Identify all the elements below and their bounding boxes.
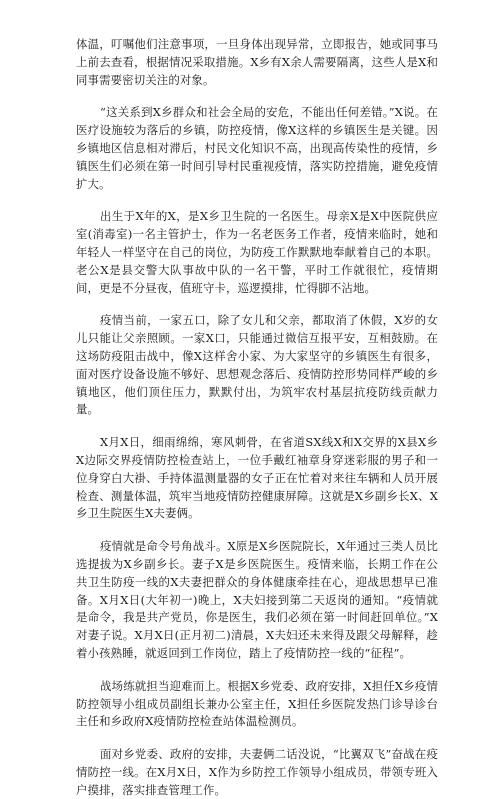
paragraph-3: 出生于X年的X，是X乡卫生院的一名医生。母亲X是X中医院供应室(消毒室)一名主管护士，作为一名老医务工作者，疫情来临时，她和年轻人一样坚守在自己的岗位，为防疫工作默默地奉献着自己的本职。老公X是县交警大队事故中队的一名干警，平时工作就很忙，疫情期间，更是不分昼夜，值班守卡，巡逻摸排，忙得脚不沾地。 [76,209,438,295]
paragraph-1: 体温，叮嘱他们注意事项，一旦身体出现异常，立即报告，她或同事马上前去查看，根据情况采取措施。X乡有X余人需要隔离，这些人是X和同事需要密切关注的对象。 [76,37,438,87]
paragraph-2: “这关系到X乡群众和社会全局的安危，不能出任何差错。”X说。在医疗设施较为落后的乡镇，防控疫情，像X这样的乡镇医生是关键。因乡镇地区信息相对滞后，村民文化知识不高，出现高传染性的疫情，乡镇医生们必须在第一时间引导村民重视疫情，落实防控措施，避免疫情扩大。 [76,105,438,191]
paragraph-8: 面对乡党委、政府的安排，夫妻俩二话没说，“比翼双飞”奋战在疫情防控一线。在X月X日，X作为乡防控工作领导小组成员，带领专班入户摸排，落实排查管理工作。 [76,747,438,797]
paragraph-6: 疫情就是命令号角战斗。X原是X乡医院院长，X年通过三类人员比选提拔为X乡副乡长。妻子X是乡医院医生。疫情来临，长期工作在公共卫生防疫一线的X夫妻把群众的身体健康牵挂在心，迎战思想早已准备。X月X日(大年初一)晚上，X夫妇接到第二天返岗的通知。“疫情就是命令，我是共产党员，你是医生，我们必须在第一时间赶回单位。”X对妻子说。X月X日(正月初二)清晨，X夫妇还未来得及跟父母解释，趁着小孩熟睡，就返回到工作岗位，踏上了疫情防控一线的“征程”。 [76,539,438,660]
paragraph-4: 疫情当前，一家五口，除了女儿和父亲，都取消了休假，X岁的女儿只能让父亲照顾。一家X口，只能通过微信互报平安，互相鼓励。在这场防疫阻击战中，像X这样舍小家、为大家坚守的乡镇医生有很多，面对医疗设备设施不够好、思想观念落后、疫情防控形势同样严峻的乡镇地区，他们顶住压力，默默付出，为筑牢农村基层抗疫防线贡献力量。 [76,313,438,417]
paragraph-5: X月X日，细雨绵绵，寒风刺骨，在省道SX线X和X交界的X县X乡X边际交界疫情防控检查站上，一位手戴红袖章身穿迷彩服的男子和一位身穿白大褂、手持体温测量器的女子正在忙着对来往车辆和人员开展检查、测量体温，筑牢当地疫情防控健康屏障。这就是X乡副乡长X、X乡卫生院医生X夫妻俩。 [76,435,438,521]
paragraph-7: 战场练就担当迎难而上。根据X乡党委、政府安排，X担任X乡疫情防控领导小组成员副组长兼办公室主任，X担任乡医院发热门诊导诊台主任和乡政府X疫情防控检查站体温检测员。 [76,678,438,729]
